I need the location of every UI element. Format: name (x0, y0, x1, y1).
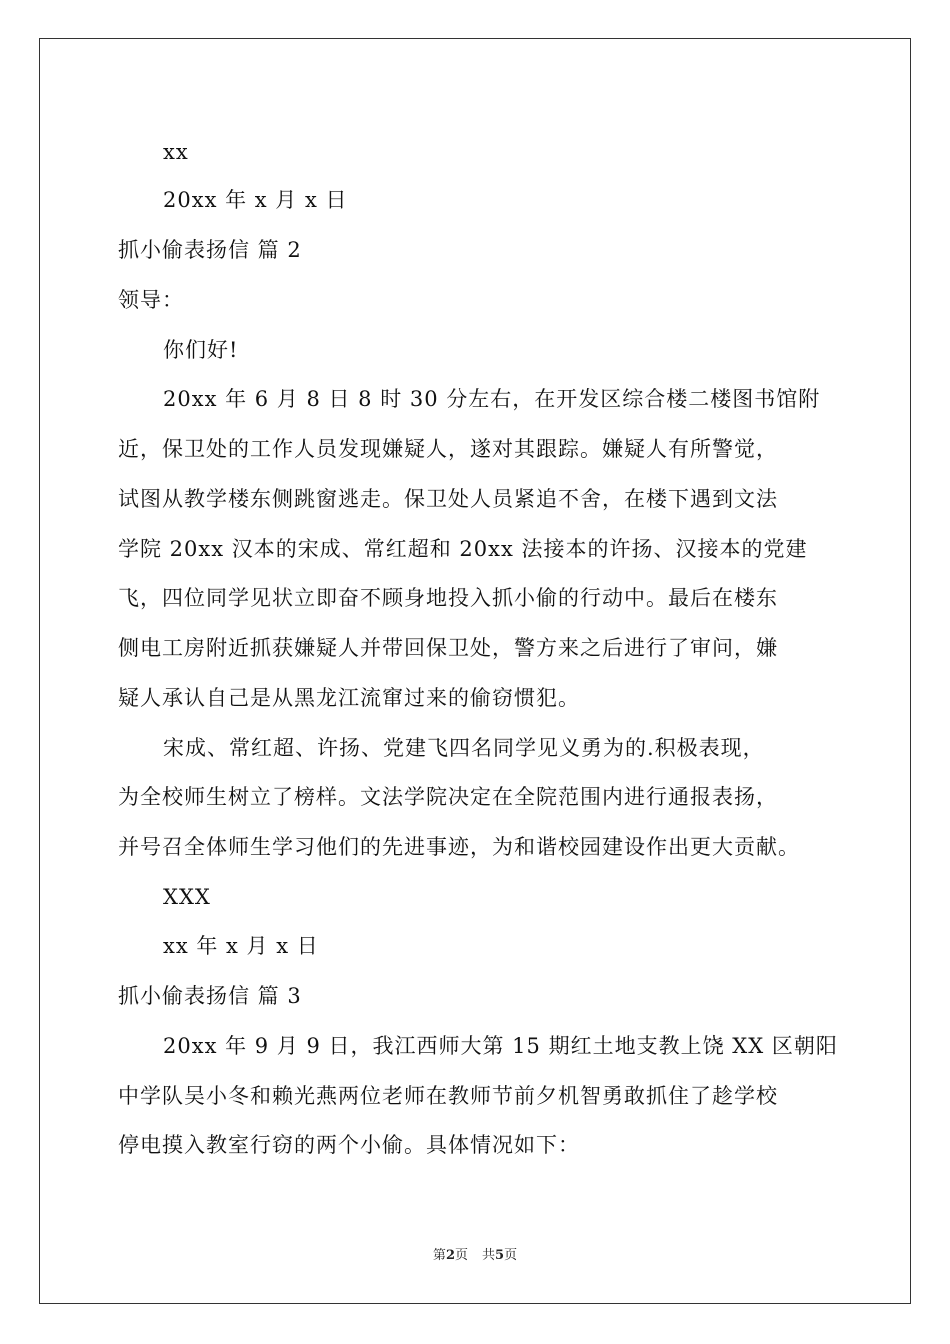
total-suffix: 页 (504, 1248, 518, 1263)
total-page-number: 5 (495, 1248, 505, 1263)
paragraph-line: 侧电工房附近抓获嫌疑人并带回保卫处，警方来之后进行了审问，嫌 (118, 636, 778, 660)
paragraph-line: 中学队吴小冬和赖光燕两位老师在教师节前夕机智勇敢抓住了趁学校 (118, 1084, 778, 1108)
signature-line: xx (163, 140, 189, 164)
paragraph-line: 学院 20xx 汉本的宋成、常红超和 20xx 法接本的许扬、汉接本的党建 (118, 537, 808, 561)
paragraph-line: 停电摸入教室行窃的两个小偷。具体情况如下： (118, 1133, 580, 1157)
paragraph-line: 试图从教学楼东侧跳窗逃走。保卫处人员紧追不舍，在楼下遇到文法 (118, 487, 778, 511)
total-prefix: 共 (482, 1248, 496, 1263)
current-page-number: 2 (445, 1248, 455, 1263)
date-line: xx 年 x 月 x 日 (163, 934, 319, 958)
page-border (39, 38, 911, 1304)
date-line: 20xx 年 x 月 x 日 (163, 188, 348, 212)
paragraph-line: 宋成、常红超、许扬、党建飞四名同学见义勇为的.积极表现， (163, 736, 765, 760)
page-suffix: 页 (454, 1248, 468, 1263)
paragraph-line: 20xx 年 6 月 8 日 8 时 30 分左右，在开发区综合楼二楼图书馆附 (163, 387, 821, 411)
paragraph-line: 并号召全体师生学习他们的先进事迹，为和谐校园建设作出更大贡献。 (118, 835, 800, 859)
paragraph-line: 疑人承认自己是从黑龙江流窜过来的偷窃惯犯。 (118, 686, 580, 710)
paragraph-line: 近，保卫处的工作人员发现嫌疑人，遂对其跟踪。嫌疑人有所警觉， (118, 437, 778, 461)
section-heading: 抓小偷表扬信 篇 2 (118, 238, 302, 262)
signature-line: XXX (163, 885, 211, 909)
section-heading: 抓小偷表扬信 篇 3 (118, 984, 302, 1008)
paragraph-line: 为全校师生树立了榜样。文法学院决定在全院范围内进行通报表扬， (118, 785, 778, 809)
paragraph-line: 飞，四位同学见状立即奋不顾身地投入抓小偷的行动中。最后在楼东 (118, 586, 778, 610)
paragraph-line: 20xx 年 9 月 9 日，我江西师大第 15 期红土地支教上饶 XX 区朝阳 (163, 1034, 838, 1058)
salutation: 领导： (118, 288, 184, 312)
page-prefix: 第 (432, 1248, 446, 1263)
greeting: 你们好! (163, 338, 239, 362)
page-footer (0, 1247, 950, 1265)
